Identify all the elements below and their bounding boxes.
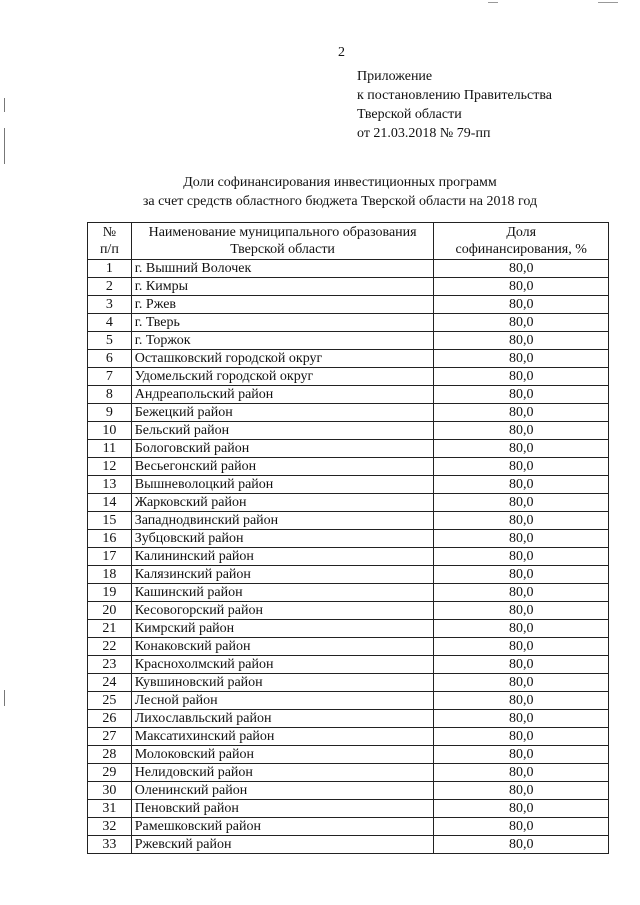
row-number: 21 [88, 620, 132, 638]
row-municipality: Западнодвинский район [131, 512, 434, 530]
margin-mark [4, 690, 5, 706]
row-share: 80,0 [434, 260, 609, 278]
row-share: 80,0 [434, 296, 609, 314]
row-share: 80,0 [434, 314, 609, 332]
row-number: 9 [88, 404, 132, 422]
row-share: 80,0 [434, 728, 609, 746]
row-municipality: г. Кимры [131, 278, 434, 296]
margin-mark [4, 98, 5, 112]
row-number: 28 [88, 746, 132, 764]
row-share: 80,0 [434, 800, 609, 818]
row-share: 80,0 [434, 584, 609, 602]
document-title [60, 173, 620, 211]
row-number: 33 [88, 836, 132, 854]
table-row [88, 836, 609, 854]
table-row [88, 260, 609, 278]
row-municipality: Вышневолоцкий район [131, 476, 434, 494]
table-row [88, 728, 609, 746]
row-number: 29 [88, 764, 132, 782]
row-number: 14 [88, 494, 132, 512]
table-row [88, 476, 609, 494]
table-row [88, 584, 609, 602]
row-municipality: Удомельский городской округ [131, 368, 434, 386]
row-share: 80,0 [434, 602, 609, 620]
header-num [88, 223, 132, 260]
row-municipality: Жарковский район [131, 494, 434, 512]
row-municipality: г. Тверь [131, 314, 434, 332]
row-municipality: Ржевский район [131, 836, 434, 854]
row-share: 80,0 [434, 620, 609, 638]
row-share: 80,0 [434, 476, 609, 494]
scan-mark [598, 2, 618, 3]
appendix-line: Приложение [357, 69, 433, 84]
row-municipality: Бологовский район [131, 440, 434, 458]
table-row [88, 710, 609, 728]
row-number: 6 [88, 350, 132, 368]
row-municipality: Конаковский район [131, 638, 434, 656]
row-share: 80,0 [434, 512, 609, 530]
header-share [434, 223, 609, 260]
row-municipality: Осташковский городской округ [131, 350, 434, 368]
row-number: 27 [88, 728, 132, 746]
row-number: 24 [88, 674, 132, 692]
table-body [88, 260, 609, 854]
row-share: 80,0 [434, 836, 609, 854]
table-row [88, 530, 609, 548]
row-share: 80,0 [434, 638, 609, 656]
row-municipality: Кесовогорский район [131, 602, 434, 620]
row-number: 30 [88, 782, 132, 800]
row-share: 80,0 [434, 674, 609, 692]
header-num-line: № [102, 225, 117, 240]
table-row [88, 512, 609, 530]
table-row [88, 674, 609, 692]
table-row [88, 386, 609, 404]
table-row [88, 818, 609, 836]
row-municipality: Кашинский район [131, 584, 434, 602]
table-row [88, 404, 609, 422]
table-row [88, 746, 609, 764]
row-number: 18 [88, 566, 132, 584]
appendix-line: к постановлению Правительства [357, 88, 553, 103]
row-municipality: Лихославльский район [131, 710, 434, 728]
table-row [88, 548, 609, 566]
row-municipality: Оленинский район [131, 782, 434, 800]
row-share: 80,0 [434, 422, 609, 440]
row-number: 3 [88, 296, 132, 314]
table-row [88, 458, 609, 476]
table-row [88, 350, 609, 368]
row-municipality: Калининский район [131, 548, 434, 566]
row-share: 80,0 [434, 746, 609, 764]
row-number: 22 [88, 638, 132, 656]
row-municipality: Пеновский район [131, 800, 434, 818]
table-header-row [88, 223, 609, 260]
row-number: 25 [88, 692, 132, 710]
row-number: 1 [88, 260, 132, 278]
row-share: 80,0 [434, 278, 609, 296]
table-row [88, 422, 609, 440]
margin-mark [4, 128, 5, 164]
row-number: 31 [88, 800, 132, 818]
row-municipality: Лесной район [131, 692, 434, 710]
row-municipality: Кимрский район [131, 620, 434, 638]
table-row [88, 656, 609, 674]
table-row [88, 782, 609, 800]
row-municipality: г. Ржев [131, 296, 434, 314]
title-line: за счет средств областного бюджета Тверской области на 2018 год [142, 194, 538, 209]
row-share: 80,0 [434, 548, 609, 566]
cofinancing-table [87, 222, 609, 854]
table-row [88, 692, 609, 710]
row-municipality: Зубцовский район [131, 530, 434, 548]
table-row [88, 566, 609, 584]
table-row [88, 620, 609, 638]
header-num-line: п/п [99, 242, 119, 257]
row-share: 80,0 [434, 530, 609, 548]
row-share: 80,0 [434, 818, 609, 836]
row-number: 32 [88, 818, 132, 836]
row-share: 80,0 [434, 710, 609, 728]
title-line: Доли софинансирования инвестиционных программ [183, 175, 497, 190]
row-municipality: Бельский район [131, 422, 434, 440]
header-share-line: Доля [506, 225, 537, 240]
row-municipality: г. Вышний Волочек [131, 260, 434, 278]
page-number: 2 [338, 45, 345, 60]
table-row [88, 638, 609, 656]
row-number: 17 [88, 548, 132, 566]
row-municipality: Краснохолмский район [131, 656, 434, 674]
row-municipality: Калязинский район [131, 566, 434, 584]
header-name [131, 223, 434, 260]
header-name-line: Тверской области [230, 242, 335, 257]
table-row [88, 494, 609, 512]
row-share: 80,0 [434, 782, 609, 800]
row-municipality: Андреапольский район [131, 386, 434, 404]
row-municipality: Весьегонский район [131, 458, 434, 476]
row-number: 4 [88, 314, 132, 332]
row-municipality: Максатихинский район [131, 728, 434, 746]
row-number: 23 [88, 656, 132, 674]
row-number: 20 [88, 602, 132, 620]
row-share: 80,0 [434, 566, 609, 584]
table-row [88, 764, 609, 782]
table-row [88, 332, 609, 350]
row-share: 80,0 [434, 440, 609, 458]
row-number: 11 [88, 440, 132, 458]
table-row [88, 368, 609, 386]
row-number: 8 [88, 386, 132, 404]
row-share: 80,0 [434, 764, 609, 782]
row-share: 80,0 [434, 404, 609, 422]
table-row [88, 278, 609, 296]
row-share: 80,0 [434, 368, 609, 386]
row-number: 26 [88, 710, 132, 728]
row-municipality: Молоковский район [131, 746, 434, 764]
row-municipality: Бежецкий район [131, 404, 434, 422]
row-share: 80,0 [434, 656, 609, 674]
table-row [88, 800, 609, 818]
row-share: 80,0 [434, 386, 609, 404]
row-share: 80,0 [434, 494, 609, 512]
table-row [88, 314, 609, 332]
table-row [88, 296, 609, 314]
appendix-line: Тверской области [357, 107, 462, 122]
table-row [88, 602, 609, 620]
row-number: 16 [88, 530, 132, 548]
row-number: 2 [88, 278, 132, 296]
row-number: 15 [88, 512, 132, 530]
row-number: 12 [88, 458, 132, 476]
row-municipality: Нелидовский район [131, 764, 434, 782]
appendix-line: от 21.03.2018 № 79-пп [357, 126, 491, 141]
row-share: 80,0 [434, 692, 609, 710]
row-share: 80,0 [434, 458, 609, 476]
row-municipality: Рамешковский район [131, 818, 434, 836]
row-number: 19 [88, 584, 132, 602]
row-municipality: г. Торжок [131, 332, 434, 350]
appendix-block [357, 67, 552, 143]
row-number: 7 [88, 368, 132, 386]
row-municipality: Кувшиновский район [131, 674, 434, 692]
row-number: 5 [88, 332, 132, 350]
header-share-line: софинансирования, % [455, 242, 587, 257]
row-number: 13 [88, 476, 132, 494]
table-row [88, 440, 609, 458]
row-number: 10 [88, 422, 132, 440]
scan-mark [488, 2, 498, 3]
row-share: 80,0 [434, 332, 609, 350]
row-share: 80,0 [434, 350, 609, 368]
header-name-line: Наименование муниципального образования [148, 225, 417, 240]
